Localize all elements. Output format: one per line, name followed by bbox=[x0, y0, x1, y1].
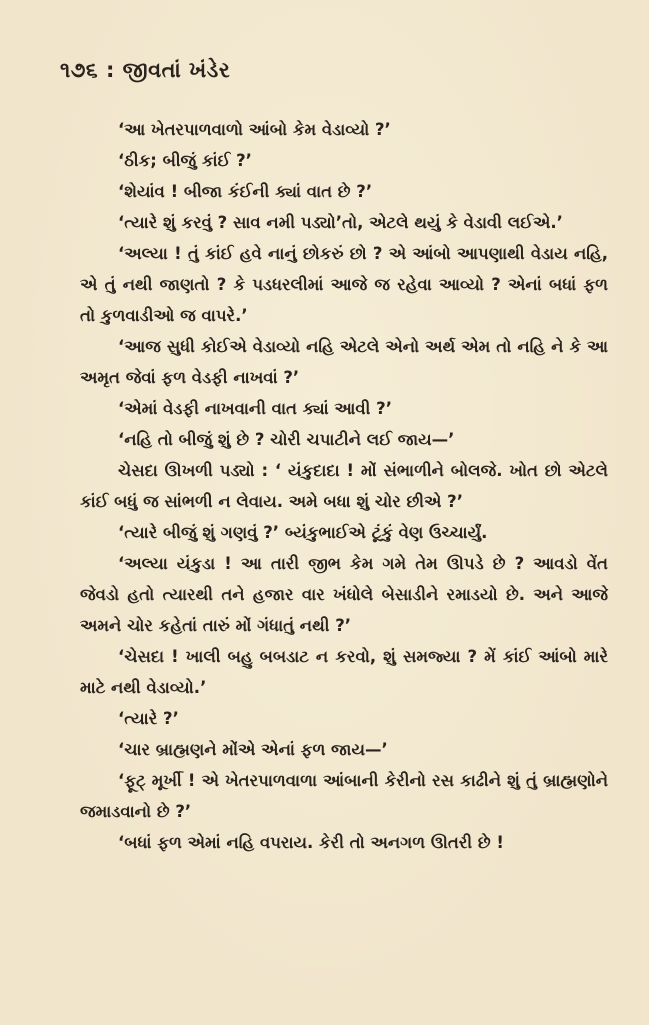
paragraph: ‘ઠીક; બીજું કાંઈ ?’ bbox=[118, 151, 252, 170]
paragraph: ‘ત્યારે ?’ bbox=[118, 709, 179, 728]
paragraph: ‘અલ્યા યંકુડા ! આ તારી જીભ કેમ ગમે તેમ ઊપડે છે ? આવડો વેંત જેવડો હતો ત્યારથી તને હજાર વાર ખંધોલે બેસાડીને રમાડયો છે. અને આજે અમને ચોર કહેતાં તારું મોં ગંધાતું નથી ?’ bbox=[80, 554, 608, 635]
paragraph: ‘ત્યારે શું કરવું ? સાવ નમી પડ્યો’તો, એટલે થયું કે વેડાવી લઈએ.’ bbox=[118, 213, 563, 232]
paragraph: ‘નહિ તો બીજું શું છે ? ચોરી ચપાટીને લઈ જાય—’ bbox=[118, 430, 455, 449]
paragraph: ચેસદા ઊખળી પડ્યો : ‘ યંકુદાદા ! મોં સંભાળીને બોલજે. ખોત છો એટલે કાંઈ બધું જ સાંભળી ન લેવાય. અમે બધા શું ચોર છીએ ?’ bbox=[80, 461, 608, 511]
paragraph: ‘શેયાંવ ! બીજા કંઈની ક્યાં વાત છે ?’ bbox=[118, 182, 373, 201]
paragraph: ‘અલ્યા ! તું કાંઈ હવે નાનું છોકરું છો ? એ આંબો આપણાથી વેડાય નહિ, એ તું નથી જાણતો ? કે પડધરલીમાં આજે જ રહેવા આવ્યો ? એનાં બધાં ફળ તો કુળવાડીઓ જ વાપરે.’ bbox=[80, 244, 608, 325]
page-body bbox=[80, 114, 608, 858]
paragraph: ‘ફૂટ્‌ મૂર્ખી ! એ ખેતરપાળવાળા આંબાની કેરીનો રસ કાઢીને શું તું બ્રાહ્મણોને જમાડવાનો છે ?’ bbox=[80, 771, 608, 821]
paragraph: ‘ચેસદા ! ખાલી બહુ બબડાટ ન કરવો, શું સમજ્યા ? મેં કાંઈ આંબો મારે માટે નથી વેડાવ્યો.’ bbox=[80, 647, 608, 697]
paragraph: ‘ચાર બ્રાહ્મણને મોંએ એનાં ફળ જાય—’ bbox=[118, 740, 388, 759]
paragraph: ‘ત્યારે બીજું શું ગણવું ?’ બ્યંકુભાઈએ ટૂંકું વેણ ઉચ્ચાર્યું. bbox=[118, 523, 488, 542]
paragraph: ‘આ ખેતરપાળવાળો આંબો કેમ વેડાવ્યો ?’ bbox=[118, 120, 391, 139]
paragraph: ‘બધાં ફળ એમાં નહિ વપરાય. કેરી તો અનગળ ઊતરી છે ! bbox=[118, 833, 504, 852]
paragraph: ‘આજ સુધી કોઈએ વેડાવ્યો નહિ એટલે એનો અર્થ એમ તો નહિ ને કે આ અમૃત જેવાં ફળ વેડફી નાખવાં ?’ bbox=[80, 337, 608, 387]
running-header: ૧૭૬ : જીવતાં ખંડેર bbox=[60, 58, 231, 82]
paragraph: ‘એમાં વેડફી નાખવાની વાત ક્યાં આવી ?’ bbox=[118, 399, 392, 418]
